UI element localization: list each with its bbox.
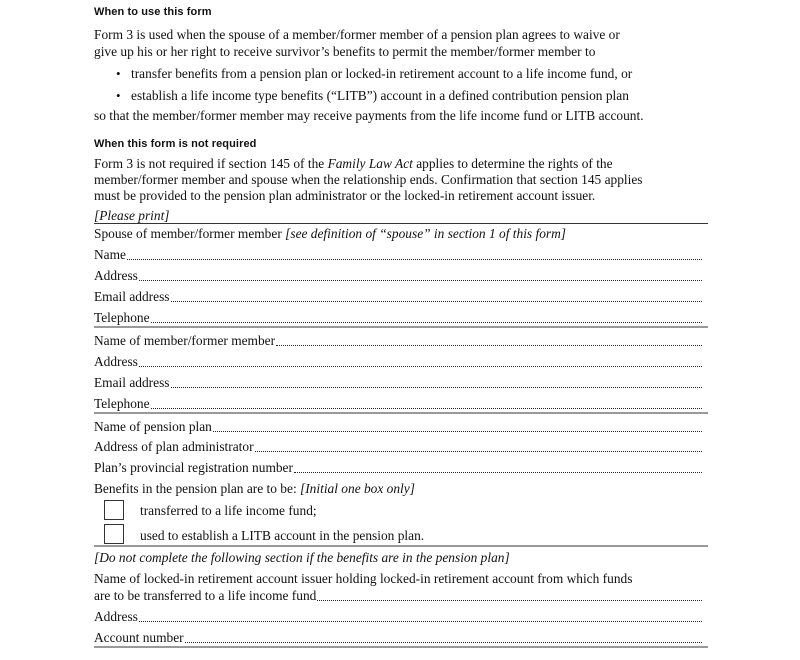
family-law-act-reference: Family Law Act <box>327 156 413 171</box>
bullet-item: • transfer benefits from a pension plan or locked-in retirement account to a life income fund, or <box>116 66 633 81</box>
divider <box>94 326 708 328</box>
intro-line-1: Form 3 is used when the spouse of a member/former member of a pension plan agrees to waive or <box>94 27 620 42</box>
divider <box>94 223 708 224</box>
issuer-label-line-1: Name of locked-in retirement account issuer holding locked-in retirement account from which funds <box>94 571 633 586</box>
not-required-line-3: must be provided to the pension plan administrator or the locked-in retirement account issuer. <box>94 188 596 203</box>
spouse-section-title: Spouse of member/former member [see definition of “spouse” in section 1 of this form] <box>94 226 566 241</box>
registration-number-field[interactable]: Plan’s provincial registration number <box>94 460 702 476</box>
issuer-address-field[interactable]: Address <box>94 609 702 625</box>
not-required-line-2: member/former member and spouse when the relationship ends. Confirmation that section 145 applies <box>94 172 643 187</box>
lira-section-note: [Do not complete the following section if the benefits are in the pension plan] <box>94 550 510 565</box>
bullet-icon: • <box>116 66 121 81</box>
spouse-email-field[interactable]: Email address <box>94 289 702 305</box>
account-number-field[interactable]: Account number <box>94 630 702 646</box>
section-heading-not-required: When this form is not required <box>94 138 257 150</box>
intro-line-2: give up his or her right to receive survivor’s benefits to permit the member/former member to <box>94 44 596 59</box>
litb-account-checkbox[interactable] <box>104 524 124 544</box>
closing-line: so that the member/former member may receive payments from the life income fund or LITB account. <box>94 108 644 123</box>
spouse-name-field[interactable]: Name <box>94 247 702 263</box>
spouse-address-field[interactable]: Address <box>94 268 702 284</box>
divider <box>94 646 708 648</box>
life-income-fund-option-label: transferred to a life income fund; <box>140 503 317 518</box>
member-name-field[interactable]: Name of member/former member <box>94 333 702 349</box>
litb-account-option-label: used to establish a LITB account in the pension plan. <box>140 528 425 543</box>
member-telephone-field[interactable]: Telephone <box>94 396 702 412</box>
not-required-line-1: Form 3 is not required if section 145 of the Family Law Act applies to determine the rights of the <box>94 156 613 171</box>
pension-plan-name-field[interactable]: Name of pension plan <box>94 419 702 435</box>
spouse-telephone-field[interactable]: Telephone <box>94 310 702 326</box>
bullet-item: • establish a life income type benefits (“LITB”) account in a defined contribution pension plan <box>116 88 629 103</box>
plan-administrator-address-field[interactable]: Address of plan administrator <box>94 439 702 455</box>
section-heading-when-to-use: When to use this form <box>94 6 212 18</box>
member-email-field[interactable]: Email address <box>94 375 702 391</box>
please-print-note: [Please print] <box>94 208 170 223</box>
benefits-instruction: Benefits in the pension plan are to be: [Initial one box only] <box>94 481 415 496</box>
divider <box>94 545 708 547</box>
member-address-field[interactable]: Address <box>94 354 702 370</box>
divider <box>94 412 708 414</box>
bullet-icon: • <box>116 88 121 103</box>
issuer-name-field[interactable]: are to be transferred to a life income fund <box>94 588 702 604</box>
life-income-fund-checkbox[interactable] <box>104 500 124 520</box>
